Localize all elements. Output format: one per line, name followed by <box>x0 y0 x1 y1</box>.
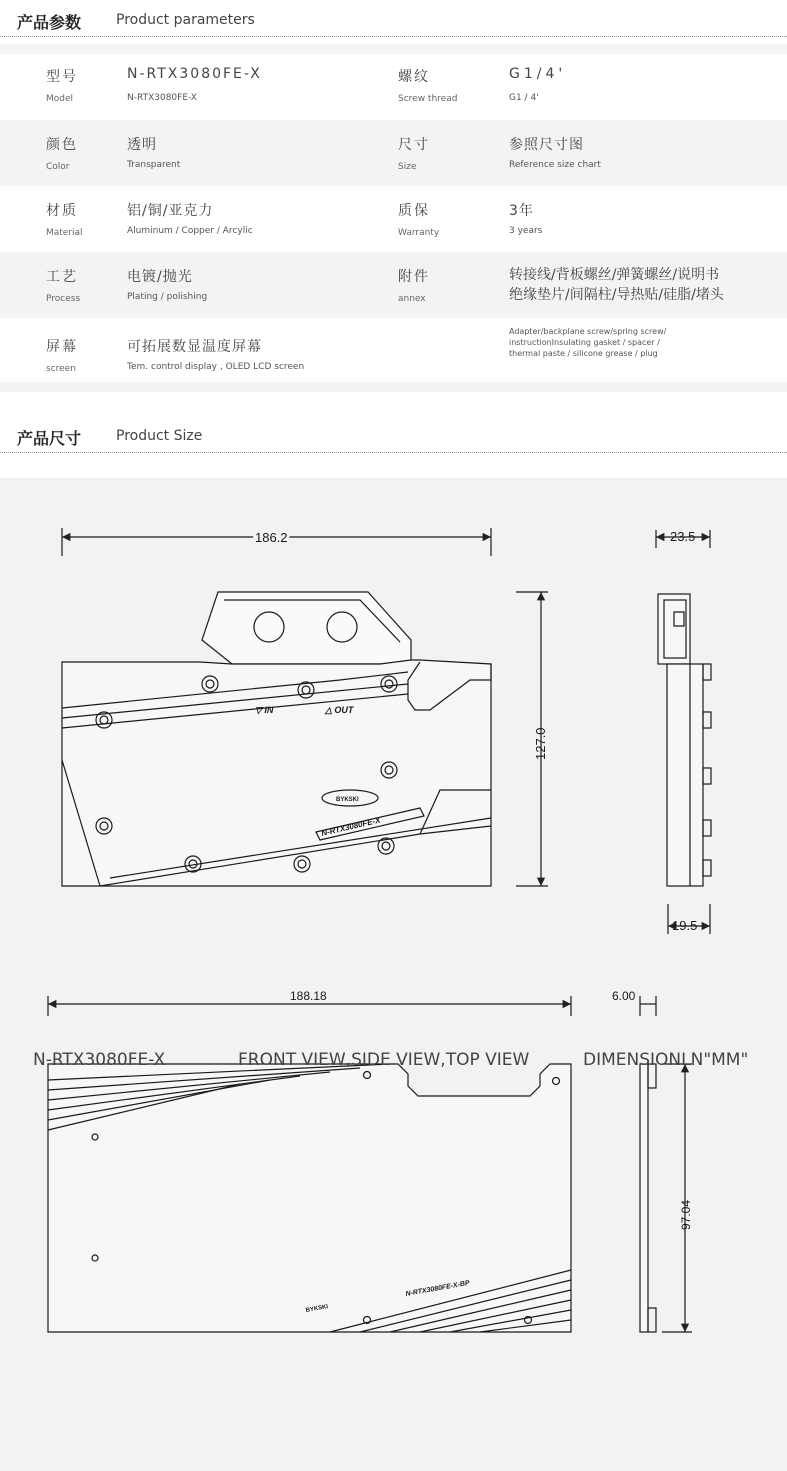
material-value: 铝/铜/亚克力 <box>127 203 214 219</box>
footer-unit: DIMENSIONLN"MM" <box>583 1050 749 1070</box>
front-width-label: 186.2 <box>255 530 288 545</box>
material-label-en: Material <box>46 228 83 238</box>
color-value: 透明 <box>127 137 157 153</box>
footer-views: FRONT VIEW,SIDE VIEW,TOP VIEW <box>238 1050 530 1070</box>
back-logo-text: BYKSKI <box>305 1304 329 1314</box>
block-in-label: ▽ IN <box>255 705 274 715</box>
material-label-zh: 材质 <box>46 203 78 219</box>
process-label-en: Process <box>46 294 81 304</box>
back-side-width-label: 6.00 <box>612 989 636 1003</box>
block-out-label: △ OUT <box>325 705 354 715</box>
thread-value: G1/4' <box>509 66 567 82</box>
thread-label-en: Screw thread <box>398 94 458 104</box>
annex-label-en: annex <box>398 294 426 304</box>
size-header-zh: 产品尺寸 <box>17 429 82 448</box>
warranty-label-zh: 质保 <box>398 203 430 219</box>
size-label-en: Size <box>398 162 417 172</box>
front-model-text: N-RTX3080FE-X <box>320 815 382 838</box>
annex-en-line2: instructionInsulating gasket / spacer / <box>509 338 660 347</box>
footer-model: N-RTX3080FE-X <box>33 1050 166 1070</box>
params-header-zh: 产品参数 <box>17 13 82 32</box>
warranty-label-en: Warranty <box>398 228 440 238</box>
params-header-en: Product parameters <box>116 12 255 28</box>
size-value: 参照尺寸图 <box>509 137 584 153</box>
size-label-zh: 尺寸 <box>398 137 430 153</box>
annex-value-line2: 绝缘垫片/间隔柱/导热贴/硅脂/堵头 <box>509 287 724 303</box>
front-view <box>62 528 548 886</box>
annex-value-line1: 转接线/背板螺丝/弹簧螺丝/说明书 <box>509 267 720 283</box>
model-value-en: N-RTX3080FE-X <box>127 93 197 103</box>
screen-value: 可拓展数显温度屏幕 <box>127 339 262 355</box>
size-header-en: Product Size <box>116 428 203 444</box>
annex-en-line1: Adapter/backplane screw/spring screw/ <box>509 327 667 336</box>
thread-label-zh: 螺纹 <box>398 69 430 85</box>
model-value: N-RTX3080FE-X <box>127 66 262 82</box>
thread-value-en: G1 / 4' <box>509 93 539 103</box>
material-value-en: Aluminum / Copper / Arcylic <box>127 226 253 236</box>
back-model-text: N-RTX3080FE-X-BP <box>405 1279 471 1298</box>
annex-en-line3: thermal paste / silicone grease / plug <box>509 349 658 358</box>
warranty-value: 3年 <box>509 203 534 219</box>
model-label-zh: 型号 <box>46 69 78 85</box>
back-width-label: 188.18 <box>290 989 327 1003</box>
front-height-label: 127.0 <box>533 727 548 760</box>
side-bottom-label: 19.5 <box>672 918 698 933</box>
size-value-en: Reference size chart <box>509 160 601 170</box>
process-value: 电镀/抛光 <box>127 269 193 285</box>
back-height-label: 97.04 <box>679 1199 693 1230</box>
color-value-en: Transparent <box>127 160 181 170</box>
side-top-label: 23.5 <box>670 529 696 544</box>
backplate-view <box>48 996 692 1332</box>
side-view <box>656 530 711 934</box>
front-logo-text: BYKSKI <box>336 797 359 803</box>
annex-label-zh: 附件 <box>398 269 430 285</box>
model-label-en: Model <box>46 94 74 104</box>
color-label-zh: 颜色 <box>46 137 78 153</box>
color-label-en: Color <box>46 162 70 172</box>
process-value-en: Plating / polishing <box>127 292 208 302</box>
process-label-zh: 工艺 <box>46 269 78 285</box>
warranty-value-en: 3 years <box>509 226 543 236</box>
screen-label-en: screen <box>46 364 76 374</box>
screen-value-en: Tem. control display , OLED LCD screen <box>127 362 305 372</box>
screen-label-zh: 屏幕 <box>46 339 78 355</box>
